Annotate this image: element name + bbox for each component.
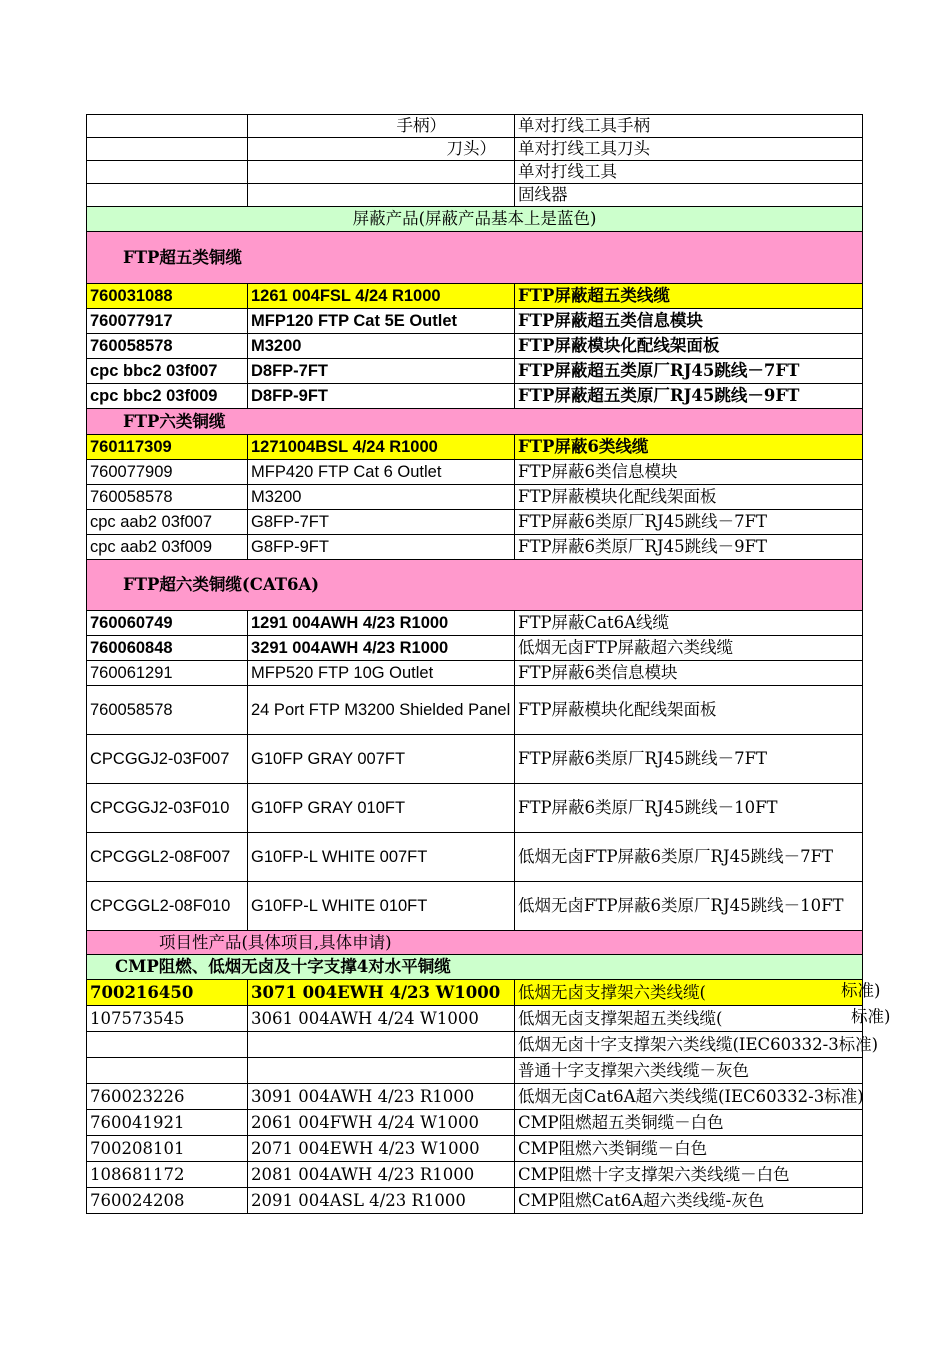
desc-cell: FTP屏蔽6类原厂RJ45跳线－7FT [515, 735, 863, 784]
model-cell: 2081 004AWH 4/23 R1000 [248, 1162, 515, 1188]
code-cell: 700216450 [87, 980, 248, 1006]
model-cell: 3291 004AWH 4/23 R1000 [248, 636, 515, 661]
model-cell: 1271004BSL 4/24 R1000 [248, 435, 515, 460]
code-cell: 760061291 [87, 661, 248, 686]
model-cell: MFP120 FTP Cat 5E Outlet [248, 309, 515, 334]
desc-cell: 低烟无卤支撑架超五类线缆( 标准) [515, 1006, 863, 1032]
code-cell: 760060848 [87, 636, 248, 661]
code-cell: 760041921 [87, 1110, 248, 1136]
section-header [87, 560, 863, 611]
desc-cell: CMP阻燃十字支撑架六类线缆－白色 [515, 1162, 863, 1188]
table-row [87, 138, 863, 161]
desc-cell: CMP阻燃Cat6A超六类线缆-灰色 [515, 1188, 863, 1214]
model-cell: 2091 004ASL 4/23 R1000 [248, 1188, 515, 1214]
model-cell: 3061 004AWH 4/24 W1000 [248, 1006, 515, 1032]
desc-cell: FTP屏蔽6类原厂RJ45跳线－7FT [515, 510, 863, 535]
code-cell: 760077909 [87, 460, 248, 485]
code-cell: cpc bbc2 03f007 [87, 359, 248, 384]
model-cell: G10FP-L WHITE 007FT [248, 833, 515, 882]
table-row [87, 284, 863, 309]
section-title-shielded: 屏蔽产品(屏蔽产品基本上是蓝色) [87, 207, 863, 232]
model-cell: G8FP-7FT [248, 510, 515, 535]
table-row [87, 309, 863, 334]
desc-cell: 低烟无卤FTP屏蔽6类原厂RJ45跳线－7FT [515, 833, 863, 882]
model-cell: 手柄） [248, 115, 515, 138]
table-row [87, 1032, 863, 1058]
table-row [87, 1136, 863, 1162]
code-cell [87, 1058, 248, 1084]
table-row [87, 1058, 863, 1084]
table-row [87, 661, 863, 686]
table-row [87, 161, 863, 184]
table-row [87, 1110, 863, 1136]
code-cell: 760060749 [87, 611, 248, 636]
desc-cell: FTP屏蔽6类信息模块 [515, 661, 863, 686]
model-cell: D8FP-9FT [248, 384, 515, 409]
desc-cell: FTP屏蔽模块化配线架面板 [515, 334, 863, 359]
code-cell: 760058578 [87, 485, 248, 510]
code-cell: 760023226 [87, 1084, 248, 1110]
code-cell: 760117309 [87, 435, 248, 460]
code-cell: CPCGGJ2-03F007 [87, 735, 248, 784]
model-cell [248, 1032, 515, 1058]
model-cell: 2071 004EWH 4/23 W1000 [248, 1136, 515, 1162]
model-cell: G10FP-L WHITE 010FT [248, 882, 515, 931]
desc-cell: FTP屏蔽超五类原厂RJ45跳线－7FT [515, 359, 863, 384]
model-cell: G10FP GRAY 007FT [248, 735, 515, 784]
table-row [87, 115, 863, 138]
table-row [87, 485, 863, 510]
desc-cell: FTP屏蔽模块化配线架面板 [515, 485, 863, 510]
desc-cell: CMP阻燃超五类铜缆－白色 [515, 1110, 863, 1136]
table-row [87, 686, 863, 735]
code-cell: 760031088 [87, 284, 248, 309]
desc-cell: CMP阻燃六类铜缆－白色 [515, 1136, 863, 1162]
section-header [87, 232, 863, 284]
desc-cell: FTP屏蔽6类原厂RJ45跳线－10FT [515, 784, 863, 833]
model-cell: 1261 004FSL 4/24 R1000 [248, 284, 515, 309]
table-row [87, 460, 863, 485]
code-cell: 700208101 [87, 1136, 248, 1162]
desc-cell: FTP屏蔽超五类线缆 [515, 284, 863, 309]
section-title-ftp-cat6: FTP六类铜缆 [123, 411, 226, 431]
code-cell: 760077917 [87, 309, 248, 334]
section-header [87, 409, 863, 435]
table-row [87, 384, 863, 409]
section-title-ftp-cat6a: FTP超六类铜缆(CAT6A) [123, 575, 320, 594]
product-table [86, 114, 891, 1214]
code-cell: 107573545 [87, 1006, 248, 1032]
model-cell: M3200 [248, 485, 515, 510]
section-title-cmp: CMP阻燃、低烟无卤及十字支撑4对水平铜缆 [115, 957, 451, 976]
section-title-project: 项目性产品(具体项目,具体申请) [87, 931, 863, 955]
model-cell: 1291 004AWH 4/23 R1000 [248, 611, 515, 636]
desc-cell: FTP屏蔽Cat6A线缆 [515, 611, 863, 636]
desc-cell: 单对打线工具刀头 [515, 138, 863, 161]
table-row [87, 784, 863, 833]
desc-cell: 低烟无卤Cat6A超六类线缆(IEC60332-3标准) [515, 1084, 863, 1110]
desc-cell: 低烟无卤支撑架六类线缆( 标准) [515, 980, 863, 1006]
section-header [87, 931, 863, 955]
section-header [87, 207, 863, 232]
desc-cell: 固线器 [515, 184, 863, 207]
desc-cell: FTP屏蔽超五类信息模块 [515, 309, 863, 334]
model-cell: 3071 004EWH 4/23 W1000 [248, 980, 515, 1006]
desc-cell: FTP屏蔽超五类原厂RJ45跳线－9FT [515, 384, 863, 409]
table-row [87, 882, 863, 931]
table-row [87, 435, 863, 460]
code-cell: CPCGGL2-08F010 [87, 882, 248, 931]
desc-cell: 单对打线工具手柄 [515, 115, 863, 138]
table-row [87, 510, 863, 535]
desc-cell: 低烟无卤FTP屏蔽6类原厂RJ45跳线－10FT [515, 882, 863, 931]
table-row [87, 611, 863, 636]
table-row [87, 1006, 863, 1032]
table-row [87, 334, 863, 359]
model-cell: 刀头） [248, 138, 515, 161]
model-cell [248, 1058, 515, 1084]
table-row [87, 184, 863, 207]
desc-cell: FTP屏蔽6类信息模块 [515, 460, 863, 485]
model-cell: 2061 004FWH 4/24 W1000 [248, 1110, 515, 1136]
model-cell: 3091 004AWH 4/23 R1000 [248, 1084, 515, 1110]
desc-cell: 低烟无卤十字支撑架六类线缆(IEC60332-3标准) [515, 1032, 863, 1058]
code-cell: 108681172 [87, 1162, 248, 1188]
model-cell: M3200 [248, 334, 515, 359]
table-row [87, 980, 863, 1006]
table-row [87, 636, 863, 661]
model-cell: MFP520 FTP 10G Outlet [248, 661, 515, 686]
code-cell: 760024208 [87, 1188, 248, 1214]
table-row [87, 359, 863, 384]
desc-cell: FTP屏蔽6类原厂RJ45跳线－9FT [515, 535, 863, 560]
model-cell: MFP420 FTP Cat 6 Outlet [248, 460, 515, 485]
table-row [87, 1084, 863, 1110]
code-cell: 760058578 [87, 334, 248, 359]
model-cell: G10FP GRAY 010FT [248, 784, 515, 833]
section-header [87, 955, 863, 980]
section-title-ftp-cat5e: FTP超五类铜缆 [123, 247, 242, 267]
code-cell: cpc bbc2 03f009 [87, 384, 248, 409]
desc-cell: 低烟无卤FTP屏蔽超六类线缆 [515, 636, 863, 661]
table-row [87, 735, 863, 784]
table-row [87, 535, 863, 560]
code-cell [87, 1032, 248, 1058]
desc-cell: FTP屏蔽模块化配线架面板 [515, 686, 863, 735]
code-cell: cpc aab2 03f007 [87, 510, 248, 535]
model-cell: D8FP-7FT [248, 359, 515, 384]
code-cell: CPCGGL2-08F007 [87, 833, 248, 882]
table-row [87, 1188, 863, 1214]
model-cell: G8FP-9FT [248, 535, 515, 560]
table-row [87, 1162, 863, 1188]
desc-cell: 单对打线工具 [515, 161, 863, 184]
code-cell: cpc aab2 03f009 [87, 535, 248, 560]
desc-cell: 普通十字支撑架六类线缆－灰色 [515, 1058, 863, 1084]
table-row [87, 833, 863, 882]
code-cell: CPCGGJ2-03F010 [87, 784, 248, 833]
desc-cell: FTP屏蔽6类线缆 [515, 435, 863, 460]
model-cell: 24 Port FTP M3200 Shielded Panel [248, 686, 515, 735]
code-cell: 760058578 [87, 686, 248, 735]
